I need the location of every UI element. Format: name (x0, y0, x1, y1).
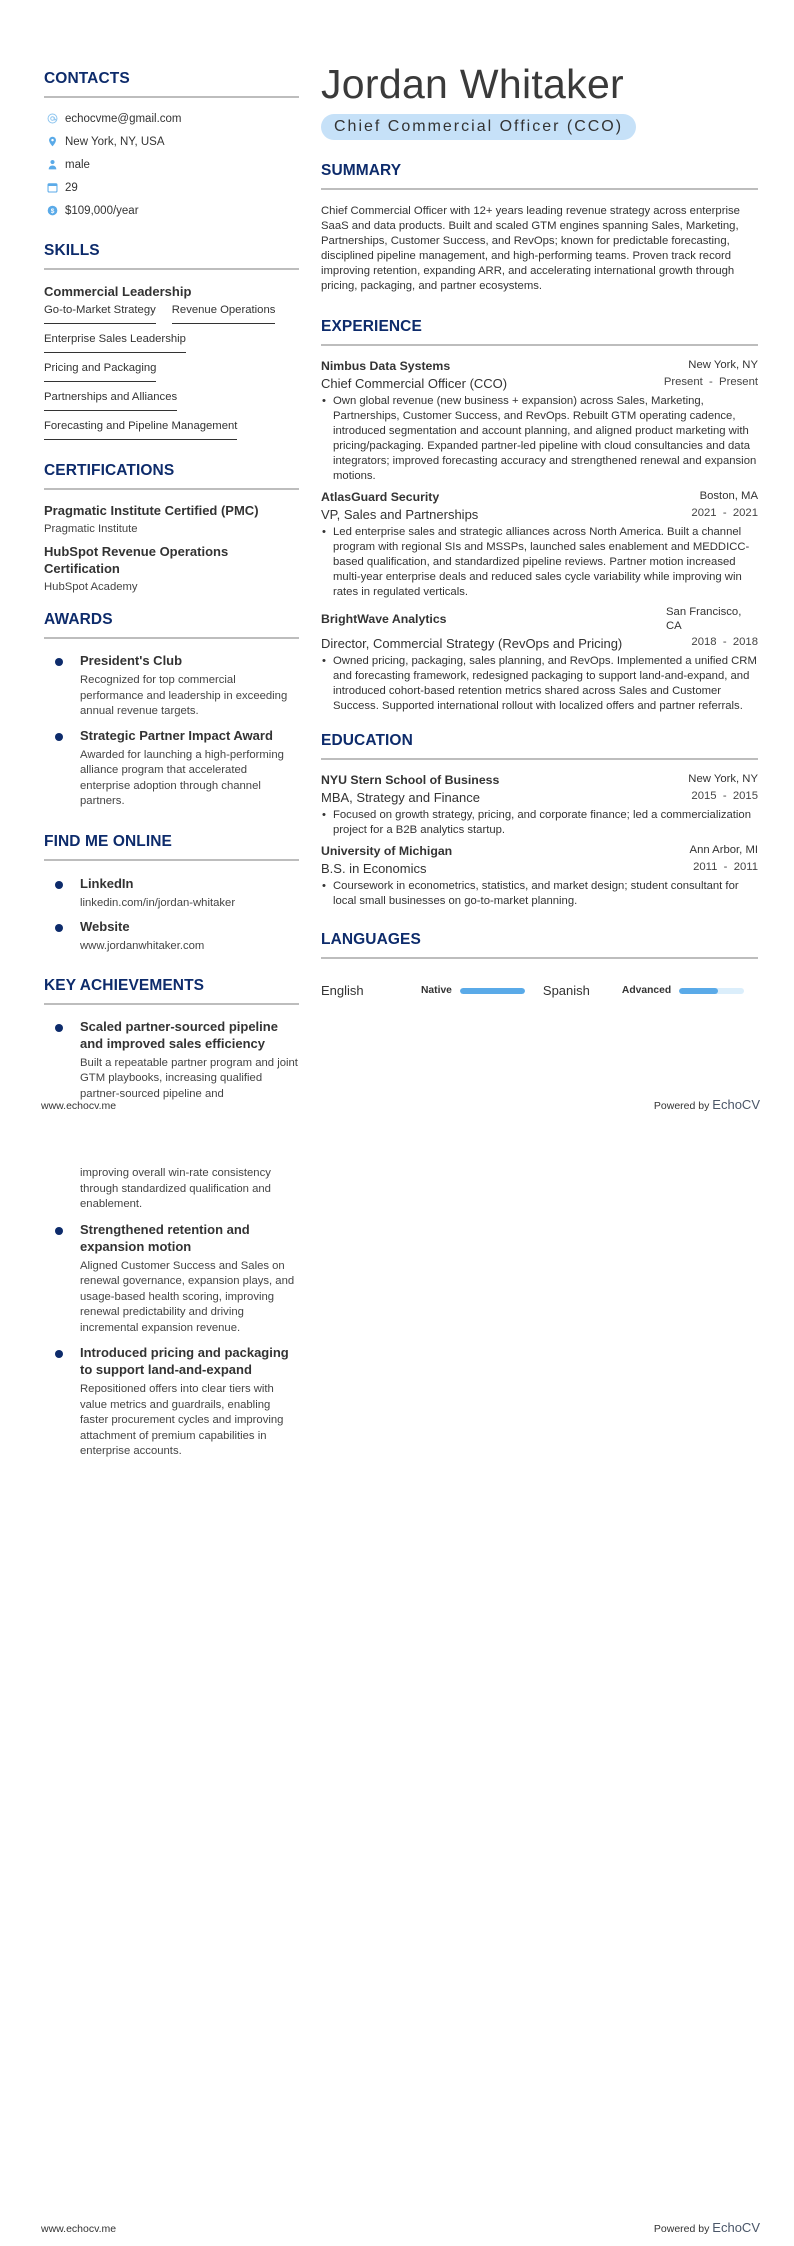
language-name: Spanish (542, 983, 590, 998)
job-title: VP, Sales and Partnerships (321, 507, 479, 522)
online-item (44, 875, 299, 912)
job-company: BrightWave Analytics (321, 612, 447, 626)
language-name: English (321, 983, 364, 998)
footer-site-link[interactable]: www.echocv.me (41, 1100, 117, 1112)
section-divider (44, 96, 299, 98)
award-item (44, 652, 299, 720)
left-column (44, 70, 299, 1102)
bullet-dot-icon (55, 1350, 63, 1358)
job-bullet: • Own global revenue (new business + expansion) across Sales, Marketing, Partnerships, Customer Success, and RevOps. Rebuilt GTM operating cadence, introduced segmentation and account planning, and aligned product marketing with pricing/packaging. Expanded partner-led pipeline with cloud consultancies and data integrators; improved forecasting accuracy and strengthened renewal and expansion motions. (321, 394, 758, 484)
section-divider (44, 268, 299, 270)
achievement-description: Repositioned offers into clear tiers with value metrics and guardrails, enabling faster procurement cycles and improving attachment of premium capabilities in enterprise accounts. (80, 1383, 284, 1457)
job-entry (321, 490, 758, 600)
contact-gender (44, 153, 299, 176)
certification-name: Pragmatic Institute Certified (PMC) (44, 503, 259, 518)
awards-section (44, 611, 299, 810)
footer-powered-by (654, 1097, 760, 1112)
section-title: KEY ACHIEVEMENTS (44, 976, 205, 994)
summary-section (321, 162, 758, 294)
contact-age (44, 176, 299, 199)
skill-tag: Forecasting and Pipeline Management (44, 419, 237, 440)
contact-value: echocvme@gmail.com (65, 112, 182, 125)
language-proficiency-fill (679, 988, 718, 994)
education-dates: 2011 - 2011 (693, 861, 758, 873)
section-title: EDUCATION (321, 732, 413, 749)
powered-by-label: Powered by (653, 1100, 710, 1112)
job-company: Nimbus Data Systems (321, 359, 451, 373)
online-label: Website (80, 919, 130, 934)
school-name: University of Michigan (321, 844, 453, 858)
section-divider (44, 488, 299, 490)
powered-by-label: Powered by (653, 2223, 710, 2235)
achievement-title: Introduced pricing and packaging to support land-and-expand (80, 1345, 289, 1377)
job-entry (321, 359, 758, 484)
job-company: AtlasGuard Security (321, 490, 440, 504)
section-divider (44, 1003, 299, 1005)
skill-tag: Go-to-Market Strategy (44, 303, 156, 324)
skill-tag: Enterprise Sales Leadership (44, 332, 186, 353)
bullet-dot-icon (55, 881, 63, 889)
education-dates: 2015 - 2015 (691, 790, 758, 802)
resume-page-2 (0, 1123, 794, 2246)
contact-location (44, 130, 299, 153)
section-title: CONTACTS (44, 70, 130, 87)
language-level: Native (421, 985, 452, 996)
section-title: EXPERIENCE (321, 318, 422, 335)
school-location: New York, NY (688, 773, 758, 785)
contact-salary (44, 199, 299, 222)
person-icon (46, 159, 58, 171)
experience-section (321, 318, 758, 714)
contact-value: $109,000/year (65, 204, 139, 217)
job-title: Director, Commercial Strategy (RevOps and Pricing) (321, 636, 623, 651)
role-badge: Chief Commercial Officer (CCO) (321, 114, 636, 140)
skill-tag: Revenue Operations (172, 303, 276, 324)
online-section (44, 833, 299, 955)
language-proficiency-bar (460, 988, 525, 994)
section-divider (44, 637, 299, 639)
job-bullet: • Owned pricing, packaging, sales planning, and RevOps. Implemented a unified CRM and forecasting framework, redesigned packaging to support land-and-expand, and introduced cohort-based retention metrics shared across Sales and Customer Success. Supported international rollout with localized offers and partner referrals. (321, 654, 758, 714)
bullet-dot-icon (55, 1024, 63, 1032)
linkedin-link[interactable]: linkedin.com/in/jordan-whitaker (80, 896, 236, 909)
contact-email (44, 107, 299, 130)
achievement-description: Built a repeatable partner program and joint GTM playbooks, increasing qualified partner-sourced pipeline and (80, 1056, 298, 1100)
contacts-section (44, 70, 299, 222)
at-icon (46, 113, 58, 125)
education-section (321, 732, 758, 909)
bullet-dot-icon (55, 924, 63, 932)
award-title: Strategic Partner Impact Award (80, 727, 273, 743)
location-pin-icon (46, 136, 58, 148)
summary-text: Chief Commercial Officer with 12+ years leading revenue strategy across enterprise SaaS and data products. Built and scaled GTM engines spanning Sales, Marketing, Partnerships, Customer Success, and RevOps; known for predictable forecasting, disciplined pipeline management, and high-performing teams. Proven track record improving retention, expanding ARR, and accelerating international growth through pricing, packaging, and partner ecosystems. (321, 205, 740, 292)
online-label: LinkedIn (80, 875, 134, 891)
certification-issuer: HubSpot Academy (44, 581, 138, 593)
languages-section (321, 931, 758, 998)
calendar-icon (46, 182, 58, 194)
dollar-coin-icon (46, 205, 58, 217)
section-title: SKILLS (44, 242, 100, 259)
job-location: New York, NY (688, 359, 758, 371)
bullet-dot-icon (55, 733, 63, 741)
section-divider (321, 188, 758, 190)
language-proficiency-bar (679, 988, 744, 994)
section-title: AWARDS (44, 611, 113, 628)
footer-powered-by (654, 2220, 760, 2235)
degree: B.S. in Economics (321, 861, 427, 876)
contact-value: male (65, 158, 90, 171)
education-bullet: • Coursework in econometrics, statistics, and market design; student consultant for local small businesses on go-to-market planning. (321, 879, 758, 909)
section-title: LANGUAGES (321, 931, 421, 948)
achievement-item (44, 1018, 299, 1103)
contact-value: 29 (65, 181, 78, 194)
achievement-item-continued (44, 1166, 299, 1213)
skill-group-title: Commercial Leadership (44, 284, 192, 299)
job-entry (321, 605, 758, 714)
certification-name: HubSpot Revenue Operations Certification (44, 544, 229, 576)
job-dates: 2021 - 2021 (691, 507, 758, 519)
section-title: SUMMARY (321, 162, 402, 179)
bullet-dot-icon (55, 1227, 63, 1235)
section-divider (321, 957, 758, 959)
online-item (44, 918, 299, 955)
achievement-item (44, 1221, 299, 1337)
award-title: President's Club (80, 653, 183, 668)
svg-text:$: $ (50, 207, 54, 215)
candidate-name: Jordan Whitaker (321, 61, 625, 107)
achievement-description: Aligned Customer Success and Sales on renewal governance, expansion plays, and usage-based health scoring, improving renewal predictability and driving incremental expansion revenue. (80, 1259, 295, 1334)
education-entry (321, 773, 758, 838)
skill-tag: Partnerships and Alliances (44, 390, 177, 411)
language-proficiency-fill (460, 988, 525, 994)
job-bullet: • Led enterprise sales and strategic alliances across North America. Built a channel program with regional SIs and MSSPs, launched sales enablement and MEDDICC-based qualification, and standardized pipeline reviews. Partner motion increased multi-year enterprise deals and reduced sales cycle variability while improving win rates in regulated verticals. (321, 525, 758, 600)
languages-list (321, 983, 758, 998)
school-name: NYU Stern School of Business (321, 773, 500, 787)
education-entry (321, 844, 758, 909)
degree: MBA, Strategy and Finance (321, 790, 480, 805)
job-dates: 2018 - 2018 (691, 636, 758, 648)
contact-value: New York, NY, USA (65, 135, 165, 148)
section-title: FIND ME ONLINE (44, 832, 172, 850)
section-divider (321, 758, 758, 760)
brand-name: EchoCV (712, 2220, 760, 2235)
skills-section (44, 242, 299, 448)
brand-name: EchoCV (712, 1097, 760, 1112)
school-location: Ann Arbor, MI (689, 844, 758, 856)
achievement-title: Scaled partner-sourced pipeline and improved sales efficiency (80, 1018, 278, 1051)
section-divider (44, 859, 299, 861)
certifications-section (44, 462, 299, 593)
achievement-title: Strengthened retention and expansion motion (80, 1221, 250, 1254)
skill-tag: Pricing and Packaging (44, 361, 156, 382)
section-title: CERTIFICATIONS (44, 462, 175, 479)
website-link[interactable]: www.jordanwhitaker.com (80, 940, 205, 952)
award-description: Recognized for top commercial performance and leadership in exceeding annual revenue targets. (80, 674, 288, 717)
achievement-description: improving overall win-rate consistency through standardized qualification and enablement. (80, 1167, 271, 1210)
section-divider (321, 344, 758, 346)
job-dates: Present - Present (663, 376, 758, 388)
job-location: Boston, MA (699, 490, 758, 502)
bullet-dot-icon (55, 658, 63, 666)
right-column (321, 60, 758, 998)
education-bullet: • Focused on growth strategy, pricing, and corporate finance; led a commercialization project for a B2B analytics startup. (321, 808, 758, 838)
certification-issuer: Pragmatic Institute (44, 523, 138, 535)
job-location: San Francisco, CA (666, 606, 742, 632)
job-title: Chief Commercial Officer (CCO) (321, 376, 508, 391)
footer-site-link[interactable]: www.echocv.me (41, 2223, 117, 2235)
award-description: Awarded for launching a high-performing alliance program that accelerated enterprise adoption through channel partners. (80, 748, 284, 807)
achievements-section (44, 977, 299, 1103)
skills-list (44, 303, 299, 448)
achievement-item (44, 1344, 299, 1460)
left-column-continued (44, 1166, 299, 1460)
award-item (44, 727, 299, 810)
language-level: Advanced (621, 985, 672, 996)
